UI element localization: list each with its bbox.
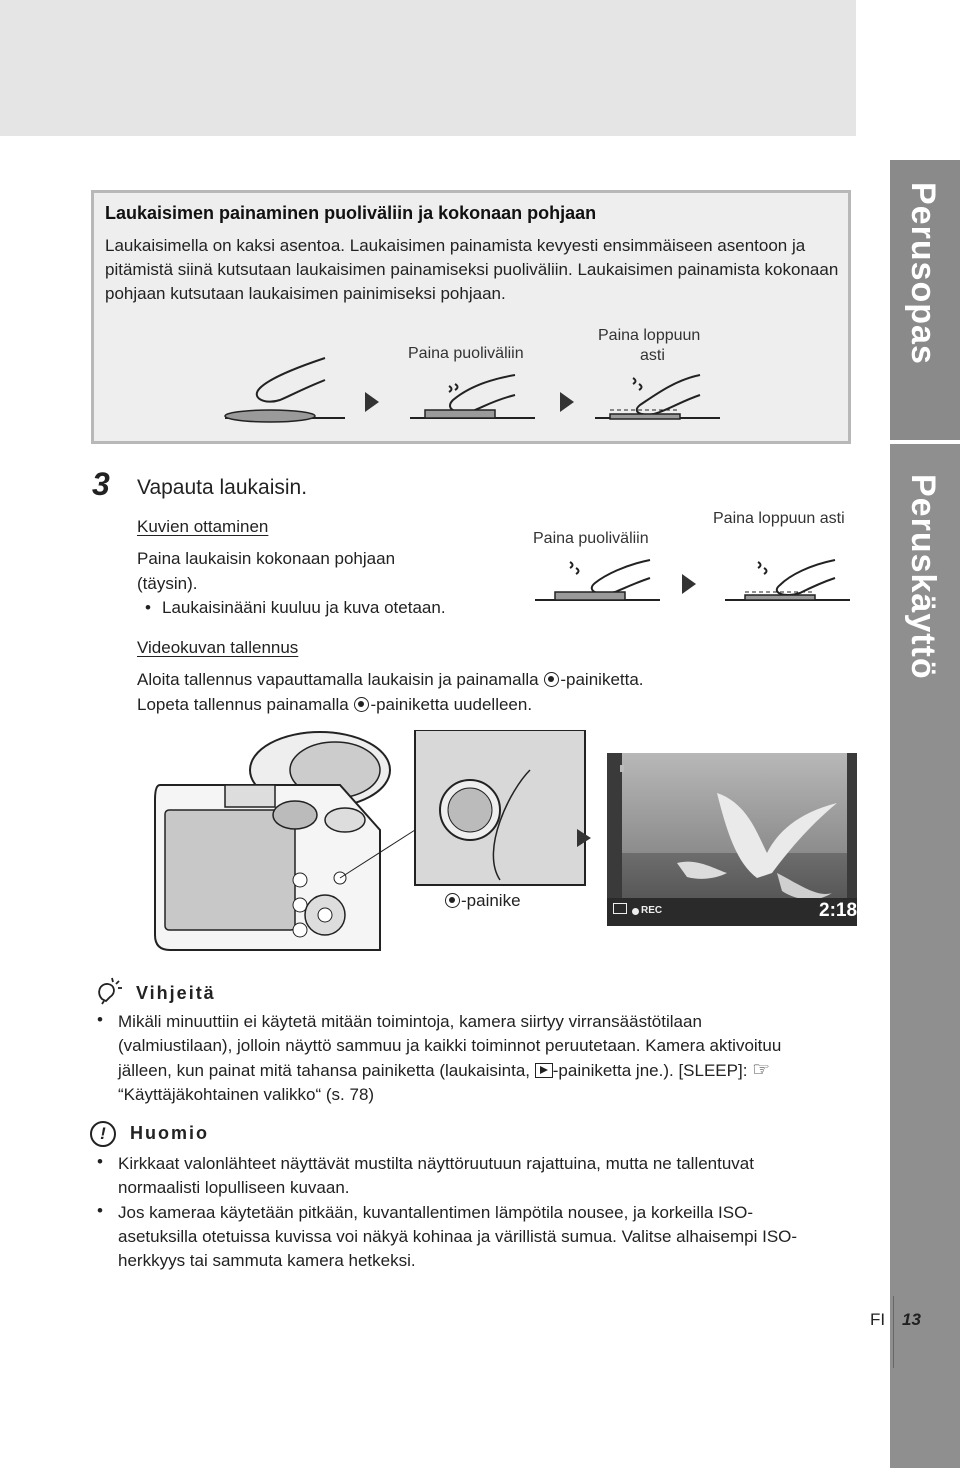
side-tab-perusopas[interactable] — [890, 160, 960, 440]
label-full-press-2: asti — [640, 347, 665, 364]
photo-label-full: Paina loppuun asti — [713, 510, 845, 527]
rec-dot-icon — [632, 908, 639, 915]
side-tab-peruskaytto[interactable] — [890, 444, 960, 1468]
hints-bullet-dot: • — [97, 1010, 103, 1029]
photo-heading: Kuvien ottaminen — [137, 517, 269, 536]
hints-item — [118, 1010, 818, 1107]
video-heading: Videokuvan tallennus — [137, 638, 299, 657]
hints-item-post: “Käyttäjäkohtainen valikko“ (s. 78) — [118, 1085, 375, 1104]
video-line-1-post: -painiketta. — [560, 670, 644, 689]
notes-item-1: Kirkkaat valonlähteet näyttävät mustilta näyttöruutuun rajattuina, mutta ne tallentuvat normaalisti lopulliseen kuvaan. — [118, 1154, 754, 1197]
photo-bullet: Laukaisinääni kuuluu ja kuva otetaan. — [162, 598, 446, 617]
reference-icon: ☞ — [752, 1059, 771, 1081]
label-half-press: Paina puoliväliin — [408, 345, 524, 362]
video-line-2 — [137, 693, 532, 717]
hints-heading: Vihjeitä — [136, 983, 216, 1003]
movie-button-icon — [445, 893, 460, 908]
tip-box-body: Laukaisimella on kaksi asentoa. Laukaisimen painamista kevyesti ensimmäiseen asentoon ja pitämistä siinä kutsutaan laukaisimen painamiseksi puoliväliin. Laukaisimen painamista kokonaan pohjaan kutsutaan laukaisimen painimiseksi pohjaan. — [105, 236, 839, 303]
tip-box-title: Laukaisimen painaminen puoliväliin ja kokonaan pohjaan — [105, 203, 597, 223]
hints-item-mid: -painiketta jne.). [SLEEP]: — [552, 1061, 753, 1080]
step-title: Vapauta laukaisin. — [137, 476, 308, 499]
seagull-image — [667, 773, 847, 913]
photo-line-1: Paina laukaisin kokonaan pohjaan — [137, 549, 396, 568]
video-line-1-pre: Aloita tallennus vapauttamalla laukaisin ja painamalla — [137, 670, 544, 689]
footer-language: FI — [870, 1310, 886, 1329]
movie-button-label-text: -painike — [461, 891, 521, 910]
arrow-icon — [575, 827, 595, 849]
movie-mode-icon — [613, 903, 627, 914]
monitor-preview — [607, 753, 857, 926]
footer-divider — [893, 1296, 894, 1368]
playback-button-icon — [535, 1063, 553, 1078]
photo-label-half: Paina puoliväliin — [533, 530, 649, 547]
notes-bullet-dot-1: • — [97, 1152, 103, 1171]
photo-line-2: (täysin). — [137, 574, 198, 593]
caution-icon: ! — [90, 1121, 116, 1147]
shutter-press-illustration — [215, 350, 735, 430]
side-tab-peruskaytto-label: Peruskäyttö — [904, 474, 942, 680]
movie-button-icon — [354, 697, 369, 712]
header-band — [0, 0, 856, 136]
video-line-2-post: -painiketta uudelleen. — [370, 695, 533, 714]
video-line-1 — [137, 668, 644, 692]
photo-press-illustration — [530, 550, 860, 610]
page-number: 13 — [902, 1310, 921, 1329]
notes-item-2: Jos kameraa käytetään pitkään, kuvantallentimen lämpötila nousee, ja korkeilla ISO-asetuksilla otetuissa kuvissa voi näkyä kohinaa ja värillistä sumua. Valitse alhaisempi ISO-herkkyys tai sammuta kamera hetkeksi. — [118, 1203, 798, 1270]
notes-bullet-dot-2: • — [97, 1201, 103, 1220]
movie-button-label — [444, 889, 521, 913]
step-number: 3 — [92, 466, 110, 502]
hints-item-pre: Mikäli minuuttiin ei käytetä mitään toimintoja, kamera siirtyy virransäästötilaan (valmiustilaan), jolloin näyttö sammuu ja kaikki toiminnot peruutetaan. Kamera aktivoituu jälleen, kun painat mitä tahansa painiketta (laukaisinta, — [118, 1012, 782, 1080]
rec-time: 2:18 — [819, 900, 857, 921]
label-full-press-1: Paina loppuun — [598, 327, 701, 344]
hint-bulb-icon — [92, 975, 124, 1005]
rec-label: REC — [641, 905, 663, 916]
movie-button-icon — [544, 672, 559, 687]
camera-illustration — [150, 730, 590, 970]
photo-bullet-dot: • — [145, 598, 151, 617]
card-icon — [620, 765, 624, 772]
notes-heading: Huomio — [130, 1123, 209, 1143]
video-line-2-pre: Lopeta tallennus painamalla — [137, 695, 354, 714]
side-tab-perusopas-label: Perusopas — [904, 182, 942, 365]
